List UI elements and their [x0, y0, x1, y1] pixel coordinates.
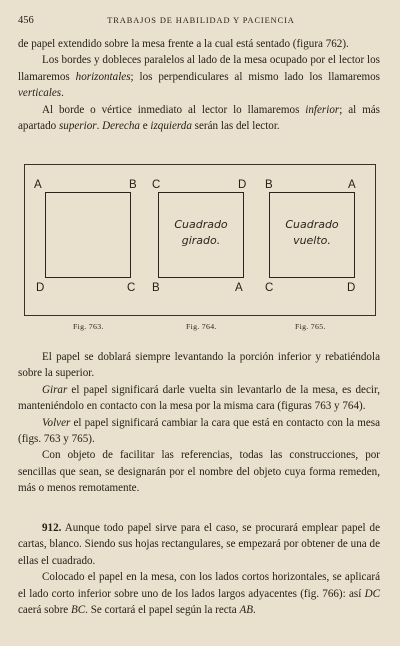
- figure-caption: Fig. 765.: [295, 322, 326, 331]
- emphasis: verticales: [18, 87, 62, 100]
- page-number: 456: [18, 15, 34, 26]
- emphasis: superior: [58, 120, 97, 133]
- text-run: ; los perpendiculares al mismo lado los llamaremos: [130, 70, 380, 83]
- paragraph: [18, 520, 380, 569]
- figure-caption: Fig. 763.: [73, 322, 104, 331]
- text-run: el papel significará cambiar la cara que está en contacto con la mesa (figs. 763 y 765).: [18, 416, 380, 446]
- text-run: el papel significará darle vuelta sin levantarlo de la mesa, es decir, manteniéndolo en contacto con la mesa por la misma cara (figuras 763 y 764).: [18, 383, 380, 413]
- square-fig-763: [45, 192, 131, 278]
- text-run: serán las del lector.: [191, 120, 280, 133]
- vertex-label: B: [152, 282, 160, 294]
- emphasis: AB: [239, 604, 254, 617]
- text-run: Aunque todo papel sirve para el caso, se procurará emplear papel de cartas, blanco. Siendo sus hojas rectangulares, se empezará por obtener de una de ellas el cuadrado.: [18, 522, 380, 567]
- paragraph: El papel se doblará siempre levantando la porción inferior y rebatiéndola sobre la superior.: [18, 351, 380, 380]
- emphasis: Girar: [42, 383, 68, 396]
- emphasis: DC: [364, 587, 380, 600]
- vertex-label: C: [127, 282, 136, 294]
- intro-text: [18, 36, 380, 134]
- vertex-label: A: [34, 179, 42, 191]
- paragraph: [18, 102, 380, 135]
- text-run: caerá sobre: [18, 604, 71, 617]
- square-caption-line: Cuadrado: [174, 218, 228, 231]
- emphasis: izquierda: [150, 120, 192, 133]
- emphasis: BC: [70, 604, 86, 617]
- text-run: ; al más apartado: [18, 103, 380, 133]
- text-run: e: [139, 120, 151, 133]
- paragraph: [18, 569, 380, 618]
- section-number: 912.: [42, 522, 62, 534]
- square-caption-line: Cuadrado: [285, 218, 339, 231]
- paragraph: [18, 382, 380, 415]
- emphasis: horizontales: [75, 70, 131, 83]
- square-caption-line: girado.: [181, 234, 221, 247]
- vertex-label: C: [152, 179, 161, 191]
- paragraph: [18, 52, 380, 101]
- vertex-label: B: [265, 179, 273, 191]
- paragraph: Con objeto de facilitar las referencias, todas las construcciones, por sencillas que sean, se designarán por el nombre del objeto cuya forma remeden, más o menos remotamente.: [18, 449, 380, 495]
- text-run: Colocado el papel en la mesa, con los lados cortos horizontales, se aplicará el lado corto inferior sobre uno de los lados largos adyacentes (fig. 766): así: [18, 571, 380, 600]
- text-run: . Se cortará el papel según la recta: [85, 604, 240, 617]
- emphasis: inferior: [305, 103, 340, 116]
- emphasis: Derecha: [102, 120, 140, 133]
- vertex-label: B: [129, 179, 137, 191]
- body-text: [18, 349, 380, 497]
- text-run: Al borde o vértice inmediato al lector lo llamaremos: [42, 103, 306, 116]
- vertex-label: D: [36, 282, 45, 294]
- paragraph: de papel extendido sobre la mesa frente a la cual está sentado (figura 762).: [18, 38, 349, 50]
- text-run: .: [253, 604, 256, 617]
- vertex-label: D: [238, 179, 247, 191]
- text-run: .: [61, 87, 64, 100]
- vertex-label: C: [265, 282, 274, 294]
- square-caption-line: vuelto.: [293, 234, 331, 247]
- text-run: Los bordes y dobleces paralelos al lado de la mesa ocupado por el lector los llamaremos: [18, 54, 380, 83]
- vertex-label: A: [235, 282, 243, 294]
- emphasis: Volver: [42, 416, 71, 429]
- section-912: [18, 520, 380, 618]
- running-title: TRABAJOS DE HABILIDAD Y PACIENCIA: [107, 16, 295, 25]
- page-header: [18, 15, 384, 29]
- vertex-label: D: [347, 282, 356, 294]
- figure-caption: Fig. 764.: [186, 322, 217, 331]
- text-run: .: [96, 120, 103, 133]
- vertex-label: A: [348, 179, 356, 191]
- paragraph: [18, 415, 380, 448]
- figure-frame: [24, 164, 376, 316]
